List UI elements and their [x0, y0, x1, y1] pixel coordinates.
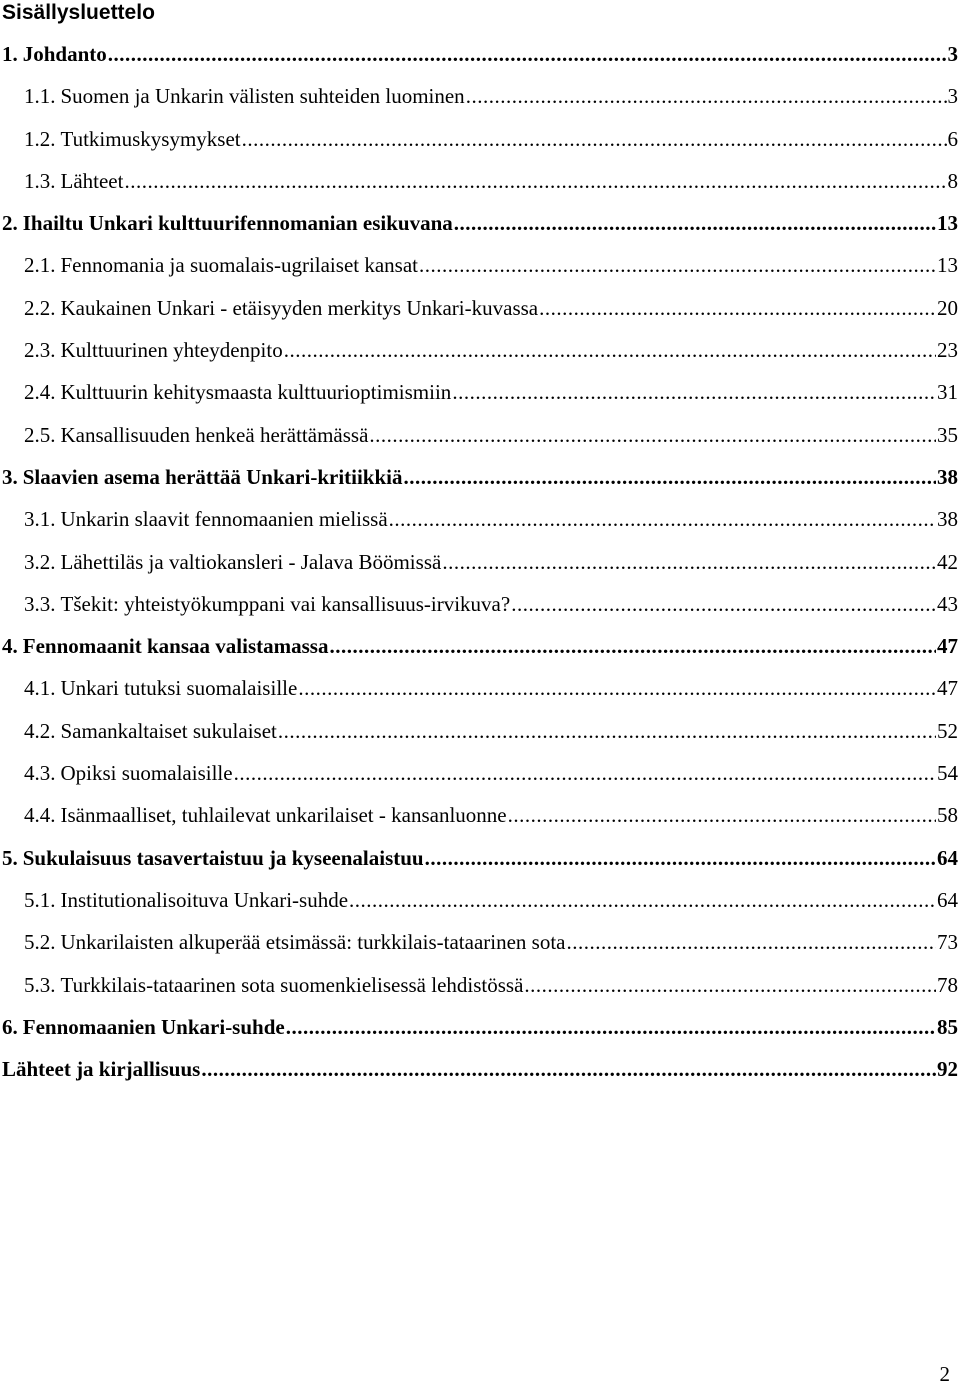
toc-entry-number: 4.1.: [24, 676, 56, 701]
toc-entry[interactable]: [0, 1009, 958, 1051]
toc-entry[interactable]: [0, 544, 958, 586]
dot-leader: [389, 501, 936, 537]
toc-entry[interactable]: [0, 713, 958, 755]
dot-leader: [108, 36, 947, 72]
toc-entry[interactable]: [0, 755, 958, 797]
toc-entry-page: 78: [937, 972, 958, 997]
toc-entry-title: Unkari tutuksi suomalaisille: [60, 676, 298, 701]
toc-entry-number: 2.2.: [24, 295, 56, 320]
toc-entry-page: 47: [937, 676, 958, 701]
toc-entry-number: 2.5.: [24, 422, 56, 447]
dot-leader: [454, 205, 936, 241]
toc-entry-page: 13: [937, 253, 958, 278]
dot-leader: [234, 755, 936, 791]
toc-entry-page: 20: [937, 295, 958, 320]
toc-entry[interactable]: [0, 797, 958, 839]
toc-entry[interactable]: [0, 290, 958, 332]
toc-entry-number: 3.3.: [24, 591, 56, 616]
dot-leader: [286, 1009, 936, 1045]
dot-leader: [349, 882, 936, 918]
toc-entry[interactable]: [0, 586, 958, 628]
toc-entry-page: 64: [937, 845, 958, 870]
dot-leader: [201, 1051, 936, 1087]
toc-title: Sisällysluettelo: [2, 1, 155, 24]
toc-entry-page: 54: [937, 761, 958, 786]
toc-entry[interactable]: [0, 163, 958, 205]
toc-entry-page: 42: [937, 549, 958, 574]
toc-entry-number: 4.: [2, 634, 18, 659]
toc-entry-number: 1.: [2, 42, 18, 66]
toc-entry-page: 6: [947, 126, 958, 151]
toc-entry-title: Tutkimuskysymykset: [60, 126, 241, 151]
toc-entry[interactable]: [0, 247, 958, 289]
toc-entry-number: 5.3.: [24, 972, 56, 997]
toc-entry-title: Isänmaalliset, tuhlailevat unkarilaiset - kansanluonne: [60, 803, 507, 828]
dot-leader: [242, 121, 947, 157]
dot-leader: [539, 290, 936, 326]
toc-entry-number: 5.1.: [24, 887, 56, 912]
toc-entry-number: 5.2.: [24, 930, 56, 955]
toc-entry-title: Unkarin slaavit fennomaanien mielissä: [60, 507, 388, 532]
toc-entry[interactable]: [0, 78, 958, 120]
toc-entry-page: 38: [937, 464, 958, 489]
dot-leader: [369, 417, 936, 453]
dot-leader: [298, 670, 936, 706]
toc-entry-page: 8: [947, 168, 958, 193]
toc-entry-title: Sukulaisuus tasavertaistuu ja kyseenalaistuu: [22, 845, 424, 870]
dot-leader: [566, 924, 936, 960]
toc-entry-page: 58: [937, 803, 958, 828]
toc-entry-title: Suomen ja Unkarin välisten suhteiden luominen: [60, 84, 465, 109]
toc-entry-title: Fennomaanien Unkari-suhde: [22, 1014, 285, 1039]
toc-entry-page: 3: [947, 84, 958, 109]
dot-leader: [452, 374, 936, 410]
toc-entry-page: 73: [937, 930, 958, 955]
dot-leader: [284, 332, 936, 368]
toc-entry-number: 3.1.: [24, 507, 56, 532]
toc-entry-page: 47: [937, 634, 958, 659]
dot-leader: [278, 713, 936, 749]
toc-entry-title: Institutionalisoituva Unkari-suhde: [60, 887, 349, 912]
toc-entry-number: 3.: [2, 464, 18, 489]
dot-leader: [419, 247, 936, 283]
toc-entry-title: Kulttuurinen yhteydenpito: [60, 338, 283, 363]
toc-entry-page: 23: [937, 338, 958, 363]
dot-leader: [404, 459, 936, 495]
dot-leader: [508, 797, 936, 833]
toc-entry-page: 35: [937, 422, 958, 447]
toc-entry-number: 2.4.: [24, 380, 56, 405]
toc-entry[interactable]: [0, 840, 958, 882]
dot-leader: [124, 163, 946, 199]
toc-entry-number: 3.2.: [24, 549, 56, 574]
dot-leader: [524, 967, 936, 1003]
dot-leader: [466, 78, 947, 114]
toc-entry[interactable]: [0, 332, 958, 374]
toc-entry-page: 31: [937, 380, 958, 405]
toc-entry[interactable]: [0, 1051, 958, 1093]
toc-entry-page: 52: [937, 718, 958, 743]
toc-entry-number: 2.1.: [24, 253, 56, 278]
toc-entry-number: 1.2.: [24, 126, 56, 151]
dot-leader: [329, 628, 936, 664]
toc-entry[interactable]: [0, 501, 958, 543]
toc-entry[interactable]: [0, 36, 958, 78]
toc-entry-title: Lähteet ja kirjallisuus: [2, 1057, 201, 1082]
toc-entry[interactable]: [0, 374, 958, 416]
toc-entry-title: Kansallisuuden henkeä herättämässä: [60, 422, 369, 447]
toc-entry-title: Samankaltaiset sukulaiset: [60, 718, 277, 743]
toc-entry[interactable]: [0, 967, 958, 1009]
toc-entry-title: Turkkilais-tataarinen sota suomenkielisessä lehdistössä: [60, 972, 524, 997]
toc-entry-title: Lähettiläs ja valtiokansleri - Jalava Böömissä: [60, 549, 442, 574]
toc-entry-number: 4.4.: [24, 803, 56, 828]
toc-entry[interactable]: [0, 882, 958, 924]
toc-entry-page: 13: [937, 211, 958, 236]
toc-entry-page: 85: [937, 1014, 958, 1039]
toc-entry-page: 38: [937, 507, 958, 532]
toc-entry[interactable]: [0, 459, 958, 501]
toc-entry-page: 3: [947, 42, 958, 66]
toc-entry-number: 1.3.: [24, 168, 56, 193]
toc-entry[interactable]: [0, 205, 958, 247]
dot-leader: [425, 840, 936, 876]
dot-leader: [511, 586, 936, 622]
toc-entry-number: 2.3.: [24, 338, 56, 363]
toc-entry-page: 92: [937, 1057, 958, 1082]
toc-entry[interactable]: [0, 121, 958, 163]
toc-entry-title: Ihailtu Unkari kulttuurifennomanian esikuvana: [22, 211, 453, 236]
toc-entry-number: 1.1.: [24, 84, 56, 109]
toc-entry-number: 4.3.: [24, 761, 56, 786]
toc-entry-title: Kulttuurin kehitysmaasta kulttuurioptimismiin: [60, 380, 452, 405]
dot-leader: [442, 544, 936, 580]
toc-entry[interactable]: [0, 924, 958, 966]
toc-entry-title: Unkarilaisten alkuperää etsimässä: turkkilais-tataarinen sota: [60, 930, 566, 955]
toc-entry-title: Fennomaanit kansaa valistamassa: [22, 634, 329, 659]
toc-entry-title: Fennomania ja suomalais-ugrilaiset kansat: [60, 253, 418, 278]
toc-entry[interactable]: [0, 417, 958, 459]
toc-entry-number: 2.: [2, 211, 18, 236]
toc-entry-number: 4.2.: [24, 718, 56, 743]
toc-entry-title: Tšekit: yhteistyökumppani vai kansallisuus-irvikuva?: [60, 591, 511, 616]
toc-entry-page: 43: [937, 591, 958, 616]
toc-entry-title: Kaukainen Unkari - etäisyyden merkitys Unkari-kuvassa: [60, 295, 539, 320]
page-number: 2: [939, 1362, 950, 1386]
toc-entry-title: Johdanto: [22, 42, 107, 66]
toc-entry-number: 5.: [2, 845, 18, 870]
toc-entry-title: Opiksi suomalaisille: [60, 761, 233, 786]
toc-entry[interactable]: [0, 670, 958, 712]
toc-entry-title: Lähteet: [60, 168, 124, 193]
toc-list: [0, 36, 958, 1093]
toc-entry-number: 6.: [2, 1014, 18, 1039]
toc-entry-page: 64: [937, 887, 958, 912]
toc-entry-title: Slaavien asema herättää Unkari-kritiikkiä: [22, 464, 403, 489]
toc-entry[interactable]: [0, 628, 958, 670]
